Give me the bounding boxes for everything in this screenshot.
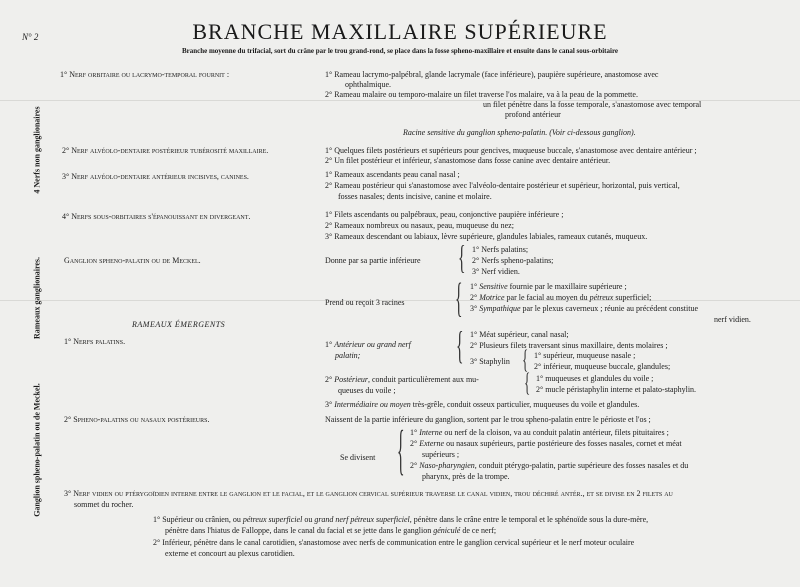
nerve-3-line: fosses nasales; dents incisive, canine et molaire. xyxy=(338,192,492,201)
ganglion-root-line: 3° Sympathique par le plexus caverneux ; réunie au précédent constitue xyxy=(470,304,699,313)
staphylin-item: 1° supérieur, muqueuse nasale ; xyxy=(534,351,636,360)
division-line: 2° Naso-pharyngien, conduit ptérygo-palatin, partie supérieure des fosses nasales et du xyxy=(410,461,689,470)
side-label-ganglion: Ganglion spheno-palatin ou de Meckel. xyxy=(32,383,42,517)
brace: { xyxy=(455,274,463,322)
anterior-item: 3° Staphylin xyxy=(470,357,510,366)
page-number: N° 2 xyxy=(22,32,39,42)
vidien-inferior: externe et concourt au plexus carotidien. xyxy=(165,549,295,558)
side-label-ganglionic: Rameaux ganglionaires. xyxy=(32,256,42,340)
anterior-item: 2° Plusieurs filets traversant sinus maxillaire, dents molaires ; xyxy=(470,341,668,350)
nerve-1-line: 2° Rameau malaire ou temporo-malaire un filet traverse l'os malaire, va à la peau de la pommette. xyxy=(325,90,638,99)
brace: { xyxy=(397,419,405,481)
nerve-3-label: 3° Nerf alvéolo-dentaire antérieur incisives, canines. xyxy=(62,172,249,181)
spheno-palatins-label: 2° Spheno-palatins ou nasaux postérieurs. xyxy=(64,415,210,424)
ganglion-donne-item: 3° Nerf vidien. xyxy=(472,267,520,276)
ganglion-root-line: nerf vidien. xyxy=(714,315,751,324)
vidien-superior: pénètre dans l'hiatus de Falloppe, dans le canal du facial et se jette dans le ganglion géniculé de ce nerf; xyxy=(165,526,497,535)
brace: { xyxy=(524,368,531,397)
brace: { xyxy=(456,324,464,368)
nerve-1-line: 1° Rameau lacrymo-palpébral, glande lacrymale (face inférieure), paupière supérieure, anastomose avec xyxy=(325,70,659,79)
root-note: Racine sensitive du ganglion spheno-palatin. (Voir ci-dessous ganglion). xyxy=(403,128,636,137)
page-title: BRANCHE MAXILLAIRE SUPÉRIEURE xyxy=(192,19,608,44)
ganglion-label: Ganglion spheno-palatin ou de Meckel. xyxy=(64,256,201,265)
vidien-line: sommet du rocher. xyxy=(74,500,134,509)
division-line: 2° Externe ou nasaux supérieurs, partie postérieure des fosses nasales, cornet et méat xyxy=(410,439,682,448)
ganglion-donne-item: 2° Nerfs spheno-palatins; xyxy=(472,256,554,265)
posterior-item: 1° muqueuses et glandules du voile ; xyxy=(536,374,654,383)
division-line: 1° Interne ou nerf de la cloison, va au conduit palatin antérieur, filets pituitaires ; xyxy=(410,428,669,437)
anterior-label: 1° Antérieur ou grand nerf xyxy=(325,340,411,349)
brace: { xyxy=(458,238,466,277)
ganglion-root-line: 1° Sensitive fournie par le maxillaire supérieure ; xyxy=(470,282,627,291)
nerve-1-line: ophthalmique. xyxy=(345,80,391,89)
staphylin-item: 2° inférieur, muqueuse buccale, glandules; xyxy=(534,362,671,371)
side-label-non-ganglionic: 4 Nerfs non ganglionaires xyxy=(32,106,42,194)
nerve-3-line: 1° Rameaux ascendants peau canal nasal ; xyxy=(325,170,460,179)
nerve-1-line: un filet pénètre dans la fosse temporale, s'anastomose avec temporal xyxy=(483,100,702,109)
division-line: pharynx, près de la trompe. xyxy=(422,472,510,481)
nerve-4-line: 3° Rameaux descendant ou labiaux, lèvre supérieure, glandules labiales, rameaux cutanés, muqueux. xyxy=(325,232,648,241)
page-subtitle: Branche moyenne du trifacial, sort du crâne par le trou grand-rond, se place dans la fosse spheno-maxillaire et ensuite dans le canal sous-orbitaire xyxy=(181,47,619,55)
brace: { xyxy=(522,345,529,374)
divisent-label: Se divisent xyxy=(340,453,376,462)
emergents-heading: RAMEAUX ÉMERGENTS xyxy=(132,320,226,329)
nerve-1-label: 1° Nerf orbitaire ou lacrymo-temporal fournit : xyxy=(60,70,230,79)
nerve-2-line: 1° Quelques filets postérieurs et supérieurs pour gencives, muqueuse buccale, s'anastomose avec dentaire antérieur ; xyxy=(325,146,697,155)
nerve-4-line: 2° Rameaux nombreux ou nasaux, peau, muqueuse du nez; xyxy=(325,221,514,230)
vidien-inferior: 2° Inférieur, pénètre dans le canal carotidien, s'anastomose avec nerfs de communication entre le ganglion cervical supérieur et le nerf moteur oculaire xyxy=(153,538,635,547)
nerve-1-line: profond antérieur xyxy=(505,110,561,119)
intermediate-line: 3° Intermédiaire ou moyen très-grêle, conduit osseux particulier, muqueuses du voile et glandules. xyxy=(325,400,640,409)
posterior-label: 2° Postérieur, conduit particulièrement aux mu- xyxy=(325,375,479,384)
ganglion-root-line: 2° Motrice par le facial au moyen du pétreux superficiel; xyxy=(470,293,652,302)
nerve-2-label: 2° Nerf alvéolo-dentaire postérieur tubérosité maxillaire. xyxy=(62,146,269,155)
ganglion-prend: Prend ou reçoit 3 racines xyxy=(325,298,405,307)
division-line: supérieurs ; xyxy=(422,450,460,459)
spheno-palatins-text: Naissent de la partie inférieure du ganglion, sortent par le trou spheno-palatin entre le périoste et l'os ; xyxy=(325,415,651,424)
anterior-item: 1° Méat supérieur, canal nasal; xyxy=(470,330,569,339)
anterior-label-cont: palatin; xyxy=(335,351,361,360)
vidien-superior: 1° Supérieur ou crânien, ou pétreux superficiel ou grand nerf pétreux superficiel, pénètre dans le crâne entre le temporal et le sphénoïde sous la dure-mère, xyxy=(153,515,649,524)
nerve-4-label: 4° Nerfs sous-orbitaires s'épanouissant en divergeant. xyxy=(62,212,251,221)
vidien-line: 3° Nerf vidien ou ptérygoïdien interne entre le ganglion et le facial, et le ganglion cervical supérieur traverse le canal vidien, trou déchiré antér., et se divise en 2 filets au xyxy=(64,489,673,498)
ganglion-donne: Donne par sa partie inférieure xyxy=(325,256,421,265)
palatins-label: 1° Nerfs palatins. xyxy=(64,337,126,346)
nerve-3-line: 2° Rameau postérieur qui s'anastomose avec l'alvéolo-dentaire postérieur et supérieur, horizontal, puis vertical, xyxy=(325,181,680,190)
nerve-4-line: 1° Filets ascendants ou palpébraux, peau, conjonctive paupière inférieure ; xyxy=(325,210,564,219)
posterior-item: 2° mucle péristaphylin interne et palato-staphylin. xyxy=(536,385,697,394)
ganglion-donne-item: 1° Nerfs palatins; xyxy=(472,245,529,254)
nerve-2-line: 2° Un filet postérieur et inférieur, s'anastomose dans fosse canine avec dentaire antérieur. xyxy=(325,156,611,165)
posterior-label-cont: queuses du voile ; xyxy=(338,386,396,395)
